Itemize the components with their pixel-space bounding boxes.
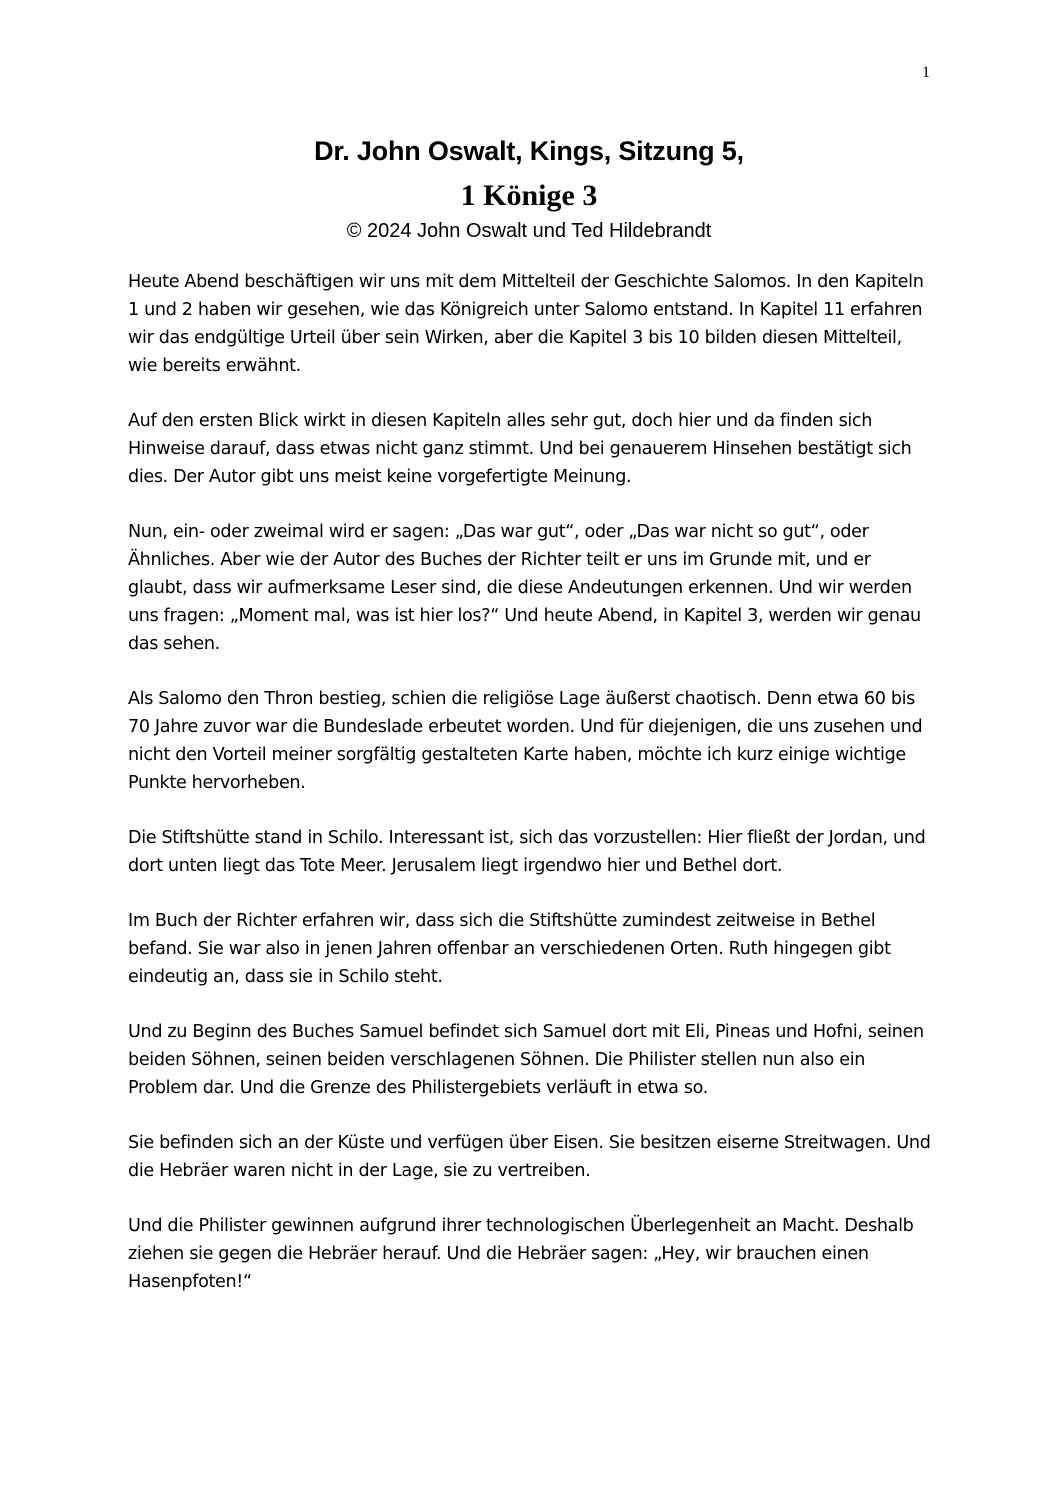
paragraph: Im Buch der Richter erfahren wir, dass sich die Stiftshütte zumindest zeitweise in Bethel befand. Sie war also in jenen Jahren offenbar an verschiedenen Orten. Ruth hingegen gibt eindeutig an, dass sie in Schilo steht. [128,911,891,987]
paragraph: Als Salomo den Thron bestieg, schien die religiöse Lage äußerst chaotisch. Denn etwa 60 bis 70 Jahre zuvor war die Bundeslade erbeutet worden. Und für diejenigen, die uns zusehen und nicht den Vorteil meiner sorgfältig gestalteten Karte haben, möchte ich kurz einige wichtige Punkte hervorheben. [128,689,923,793]
paragraph: Nun, ein- oder zweimal wird er sagen: „Das war gut“, oder „Das war nicht so gut“, oder Ähnliches. Aber wie der Autor des Buches der Richter teilt er uns im Grunde mit, und er glaubt, dass wir aufmerksame Leser sind, die diese Andeutungen erkennen. Und wir werden uns fragen: „Moment mal, was ist hier los?“ Und heute Abend, in Kapitel 3, werden wir genau das sehen. [128,522,921,654]
copyright-line: © 2024 John Oswalt und Ted Hildebrandt [346,220,712,242]
document-title: Dr. John Oswalt, Kings, Sitzung 5, [314,136,744,166]
document-subtitle: 1 Könige 3 [460,179,598,212]
document-body [128,268,934,1323]
paragraph: Und die Philister gewinnen aufgrund ihrer technologischen Überlegenheit an Macht. Deshalb ziehen sie gegen die Hebräer herauf. Und die Hebräer sagen: „Hey, wir brauchen einen Hasenpfoten!“ [128,1216,914,1292]
paragraph: Und zu Beginn des Buches Samuel befindet sich Samuel dort mit Eli, Pineas und Hofni, seinen beiden Söhnen, seinen beiden verschlagenen Söhnen. Die Philister stellen nun also ein Problem dar. Und die Grenze des Philistergebiets verläuft in etwa so. [128,1022,924,1098]
paragraph: Auf den ersten Blick wirkt in diesen Kapiteln alles sehr gut, doch hier und da finden sich Hinweise darauf, dass etwas nicht ganz stimmt. Und bei genauerem Hinsehen bestätigt sich dies. Der Autor gibt uns meist keine vorgefertigte Meinung. [128,411,912,487]
paragraph: Heute Abend beschäftigen wir uns mit dem Mittelteil der Geschichte Salomos. In den Kapiteln 1 und 2 haben wir gesehen, wie das Königreich unter Salomo entstand. In Kapitel 11 erfahren wir das endgültige Urteil über sein Wirken, aber die Kapitel 3 bis 10 bilden diesen Mittelteil, wie bereits erwähnt. [128,272,924,376]
paragraph: Die Stiftshütte stand in Schilo. Interessant ist, sich das vorzustellen: Hier fließt der Jordan, und dort unten liegt das Tote Meer. Jerusalem liegt irgendwo hier und Bethel dort. [128,828,926,876]
paragraph: Sie befinden sich an der Küste und verfügen über Eisen. Sie besitzen eiserne Streitwagen. Und die Hebräer waren nicht in der Lage, sie zu vertreiben. [128,1133,931,1181]
page-number: 1 [922,64,930,81]
